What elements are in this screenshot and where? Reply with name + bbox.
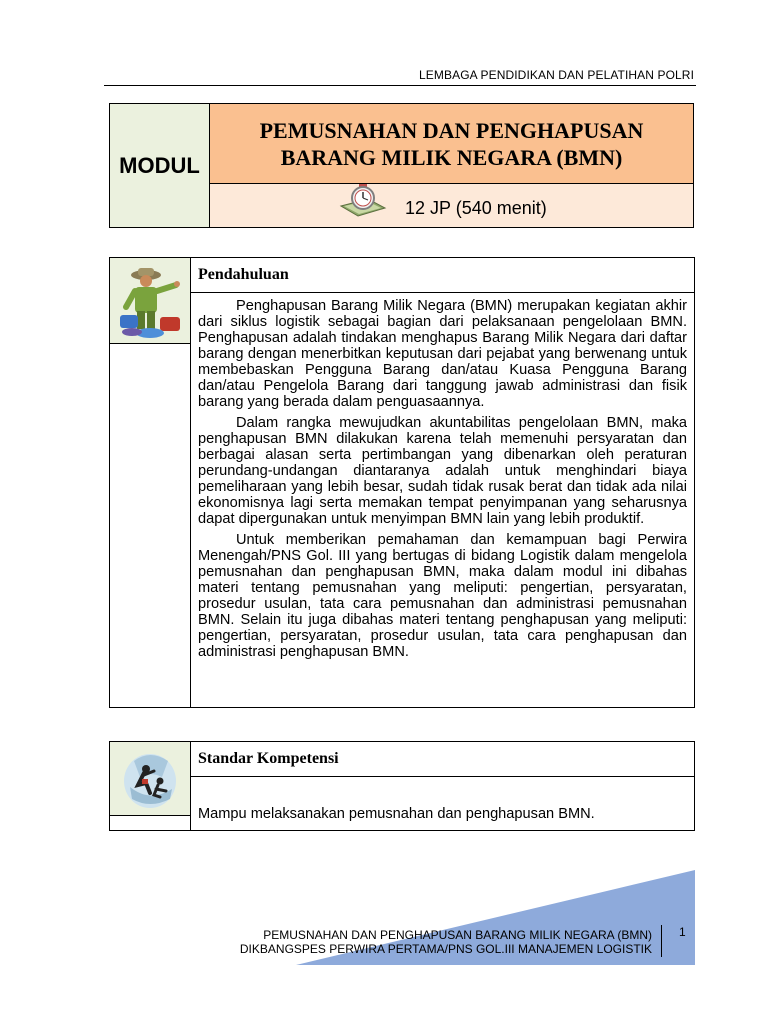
footer-separator: [661, 925, 662, 957]
pendahuluan-paragraph-2: Dalam rangka mewujudkan akuntabilitas pengelolaan BMN, maka penghapusan BMN dilakukan karena telah memenuhi persyaratan dan berbagai alasan serta pertimbangan yang dibenarkan oleh peraturan perundang-undangan diantaranya adalah untuk menghindari biaya pemeliharaan yang lebih besar, sudah tidak rusak berat dan tidak ada nilai ekonomisnya lagi serta memakan tempat penyimpanan yang seharusnya dapat dipergunakan untuk menyimpan BMN lain yang lebih produktif.: [198, 415, 687, 527]
module-title-box: [109, 103, 694, 228]
footer-module-title: PEMUSNAHAN DAN PENGHAPUSAN BARANG MILIK NEGARA (BMN): [263, 928, 652, 942]
standar-heading: Standar Kompetensi: [191, 742, 694, 777]
pendahuluan-heading: Pendahuluan: [191, 258, 694, 293]
stopwatch-icon: [338, 184, 388, 218]
module-title-line2: BARANG MILIK NEGARA (BMN): [280, 144, 623, 170]
pendahuluan-icon-cell: [110, 258, 190, 344]
standar-kompetensi-section: [109, 741, 695, 831]
module-title-line1: PEMUSNAHAN DAN PENGHAPUSAN: [259, 117, 644, 143]
pendahuluan-section: [109, 257, 695, 708]
footer-program-name: DIKBANGSPES PERWIRA PERTAMA/PNS GOL.III MANAJEMEN LOGISTIK: [239, 942, 652, 956]
climbing-people-icon: [120, 747, 180, 811]
pendahuluan-divider: [190, 258, 191, 707]
header-rule: [104, 85, 696, 86]
module-duration: 12 JP (540 menit): [405, 198, 547, 218]
module-title: [210, 104, 693, 184]
header-organization: LEMBAGA PENDIDIKAN DAN PELATIHAN POLRI: [419, 68, 694, 82]
pendahuluan-paragraph-3: Untuk memberikan pemahaman dan kemampuan bagi Perwira Menengah/PNS Gol. III yang bertugas di bidang Logistik dalam mengelola pemusnahan dan penghapusan BMN, maka dalam modul ini dibahas materi tentang pemusnahan yang meliputi: pengertian, persyaratan, prosedur usulan, tata cara pemusnahan dan administrasi pemusnahan BMN. Selain itu juga dibahas materi tentang penghapusan yang meliputi: pengertian, persyaratan, prosedur usulan, tata cara penghapusan dan administrasi penghapusan BMN.: [198, 532, 687, 660]
standar-icon-cell: [110, 742, 190, 816]
explorer-figure-icon: [116, 263, 184, 339]
module-duration-row: [210, 184, 693, 227]
pendahuluan-body: [198, 298, 687, 665]
module-label: MODUL: [110, 104, 210, 227]
pendahuluan-paragraph-1: Penghapusan Barang Milik Negara (BMN) merupakan kegiatan akhir dari siklus logistik sebagai bagian dari pelaksanaan pengelolaan BMN. Penghapusan adalah tindakan menghapus Barang Milik Negara dari daftar barang dengan menerbitkan keputusan dari pejabat yang berwenang untuk membebaskan Pengguna Barang dan/atau Kuasa Pengguna Barang dan/atau Pengelola Barang dari tanggung jawab administrasi dan fisik barang yang berada dalam penguasaannya.: [198, 298, 687, 410]
page-number: 1: [679, 925, 686, 939]
standar-text: Mampu melaksanakan pemusnahan dan penghapusan BMN.: [198, 806, 595, 822]
